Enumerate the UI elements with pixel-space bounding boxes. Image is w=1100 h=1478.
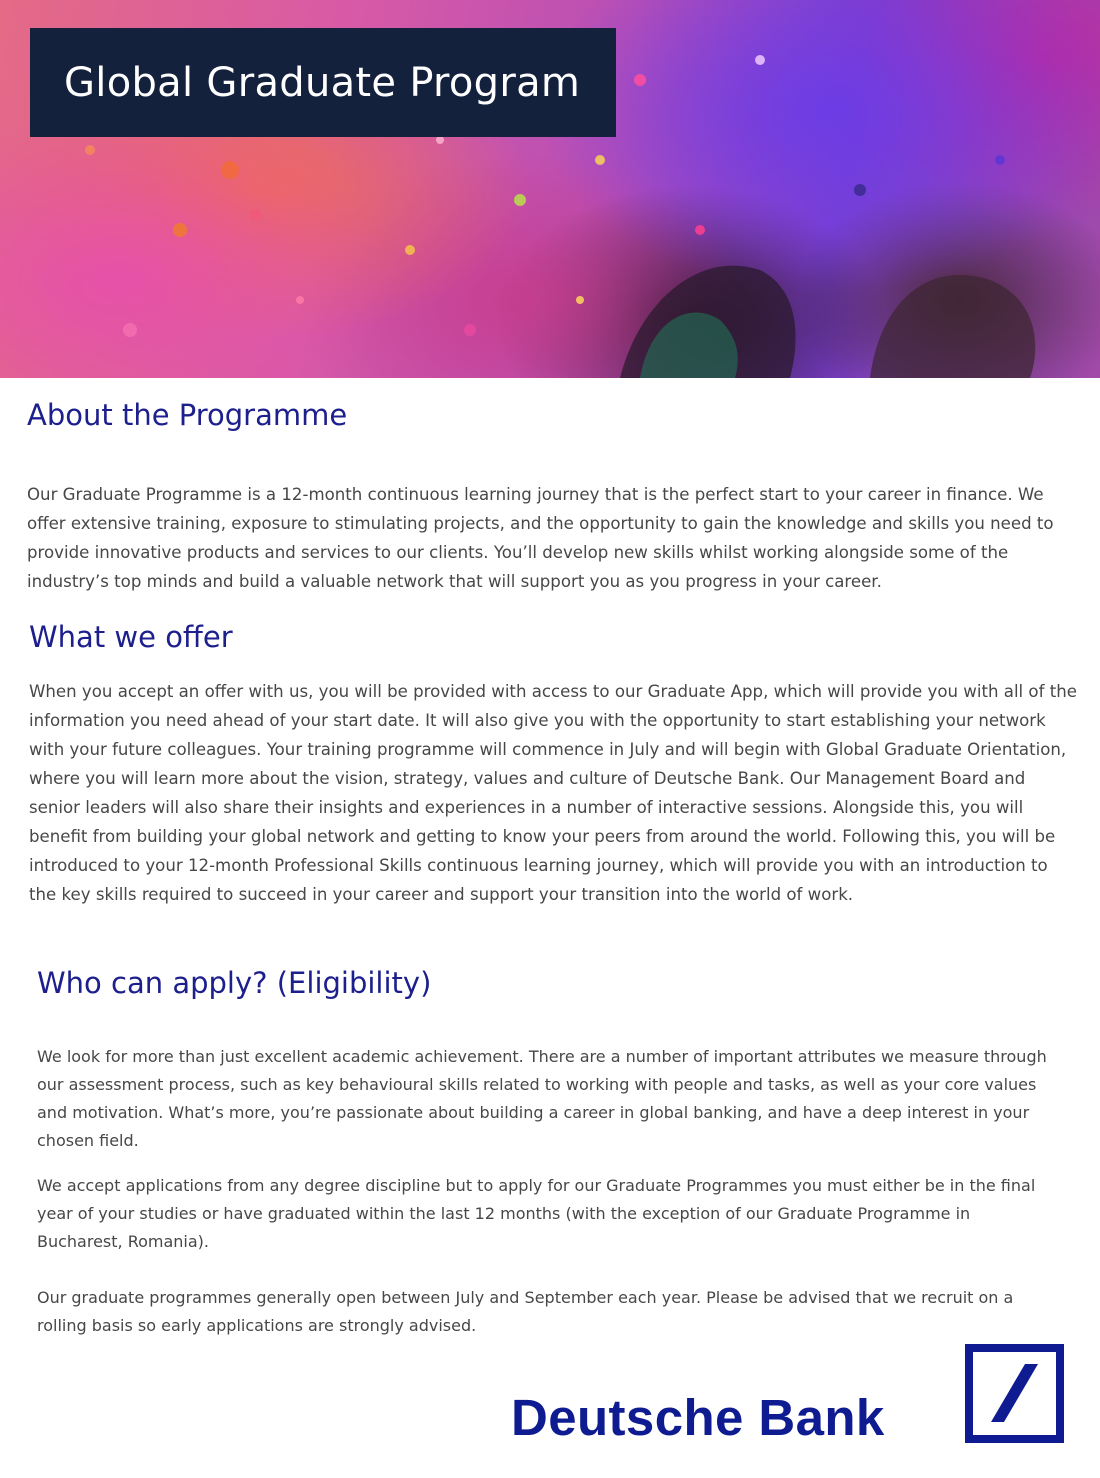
offer-paragraph: When you accept an offer with us, you will be provided with access to our Graduate App, which will provide you with all of the information you need ahead of your start date. It will also give you with the opportunity to start establishing your network with your future colleagues. Your training programme will commence in July and will begin with Global Graduate Orientation, where you will learn more about the vision, strategy, values and culture of Deutsche Bank. Our Management Board and senior leaders will also share their insights and experiences in a number of interactive sessions. Alongside this, you will benefit from building your global network and getting to know your peers from around the world. Following this, you will be introduced to your 12-month Professional Skills continuous learning journey, which will provide you with an introduction to the key skills required to succeed in your career and support your transition into the world of work. xyxy=(29,682,1077,904)
eligibility-paragraph-1: We look for more than just excellent academic achievement. There are a number of important attributes we measure through our assessment process, such as key behavioural skills related to working with people and tasks, as well as your core values and motivation. What’s more, you’re passionate about building a career in global banking, and have a deep interest in your chosen field. xyxy=(37,1047,1047,1150)
eligibility-heading: Who can apply? (Eligibility) xyxy=(37,966,432,1000)
about-paragraph: Our Graduate Programme is a 12-month continuous learning journey that is the perfect start to your career in finance. We offer extensive training, exposure to stimulating projects, and the opportunity to gain the knowledge and skills you need to provide innovative products and services to our clients. You’ll develop new skills whilst working alongside some of the industry’s top minds and build a valuable network that will support you as you progress in your career. xyxy=(27,485,1054,591)
title-banner xyxy=(30,28,616,137)
deutsche-bank-wordmark: Deutsche Bank xyxy=(511,1389,885,1446)
eligibility-paragraph-2: We accept applications from any degree discipline but to apply for our Graduate Programmes you must either be in the final year of your studies or have graduated within the last 12 months (with the exception of our Graduate Programme in Bucharest, Romania). xyxy=(37,1176,1036,1251)
offer-heading: What we offer xyxy=(29,620,233,654)
hero-banner-image xyxy=(0,0,1100,378)
eligibility-paragraph-3: Our graduate programmes generally open between July and September each year. Please be advised that we recruit on a rolling basis so early applications are strongly advised. xyxy=(37,1288,1014,1335)
about-heading: About the Programme xyxy=(27,398,348,432)
page-title: Global Graduate Program xyxy=(64,59,581,106)
deutsche-bank-logo-icon xyxy=(965,1344,1064,1443)
